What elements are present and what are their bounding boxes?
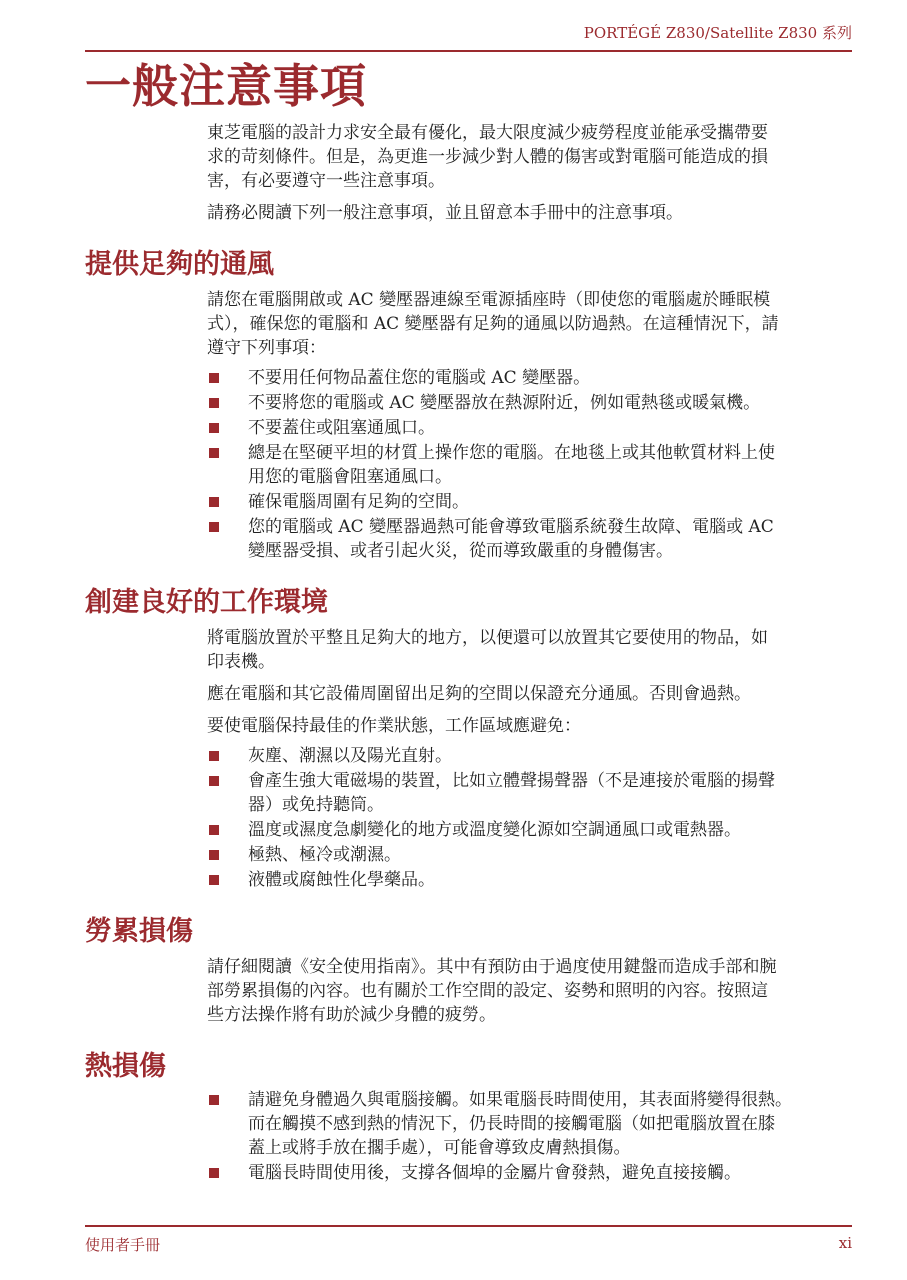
text-line: 請仔細閱讀《安全使用指南》。其中有預防由于過度使用鍵盤而造成手部和腕 <box>207 957 777 977</box>
paragraph <box>207 714 865 738</box>
section <box>85 585 865 892</box>
text-line: 式），確保您的電腦和 AC 變壓器有足夠的通風以防過熱。在這種情況下，請 <box>207 314 779 334</box>
text-line: 電腦長時間使用後，支撐各個埠的金屬片會發熱，避免直接接觸。 <box>248 1163 741 1183</box>
section <box>85 1049 865 1185</box>
section <box>85 247 865 563</box>
square-bullet-icon <box>209 850 219 860</box>
text-line: 印表機。 <box>207 652 275 672</box>
text-line: 請務必閱讀下列一般注意事項，並且留意本手冊中的注意事項。 <box>207 203 683 223</box>
running-header: PORTÉGÉ Z830/Satellite Z830 系列 <box>583 24 852 42</box>
text-line: 器）或免持聽筒。 <box>248 795 384 815</box>
text-line: 溫度或濕度急劇變化的地方或溫度變化源如空調通風口或電熱器。 <box>248 820 741 840</box>
bullet-list <box>207 366 865 563</box>
list-item <box>207 416 865 440</box>
list-item <box>207 818 865 842</box>
section <box>85 914 865 1027</box>
square-bullet-icon <box>209 825 219 835</box>
square-bullet-icon <box>209 751 219 761</box>
text-line: 確保電腦周圍有足夠的空間。 <box>248 492 469 512</box>
text-line: 要使電腦保持最佳的作業狀態，工作區域應避免： <box>207 716 581 736</box>
square-bullet-icon <box>209 1095 219 1105</box>
text-line: 用您的電腦會阻塞通風口。 <box>248 467 452 487</box>
text-line: 會產生強大電磁場的裝置，比如立體聲揚聲器（不是連接於電腦的揚聲 <box>248 771 775 791</box>
square-bullet-icon <box>209 423 219 433</box>
page-body <box>85 121 865 1186</box>
list-item <box>207 868 865 892</box>
paragraph <box>207 288 865 360</box>
page-title: 一般注意事項 <box>85 59 367 113</box>
text-line: 您的電腦或 AC 變壓器過熱可能會導致電腦系統發生故障、電腦或 AC <box>248 517 774 537</box>
text-line: 液體或腐蝕性化學藥品。 <box>248 870 435 890</box>
square-bullet-icon <box>209 875 219 885</box>
list-item <box>207 490 865 514</box>
list-item <box>207 1161 865 1185</box>
section-heading: 熱損傷 <box>85 1051 166 1082</box>
list-item <box>207 366 865 390</box>
square-bullet-icon <box>209 776 219 786</box>
text-line: 求的苛刻條件。但是，為更進一步減少對人體的傷害或對電腦可能造成的損 <box>207 147 768 167</box>
text-line: 變壓器受損、或者引起火災，從而導致嚴重的身體傷害。 <box>248 541 673 561</box>
text-line: 些方法操作將有助於減少身體的疲勞。 <box>207 1005 496 1025</box>
page-number: xi <box>838 1234 852 1252</box>
text-line: 而在觸摸不感到熱的情況下，仍長時間的接觸電腦（如把電腦放置在膝 <box>248 1114 775 1134</box>
footer-manual-name: 使用者手冊 <box>85 1236 161 1254</box>
square-bullet-icon <box>209 522 219 532</box>
list-item <box>207 769 865 817</box>
paragraph <box>207 626 865 674</box>
text-line: 東芝電腦的設計力求安全最有優化，最大限度減少疲勞程度並能承受攜帶要 <box>207 123 768 143</box>
header-divider <box>85 50 852 52</box>
list-item <box>207 1088 865 1160</box>
text-line: 不要蓋住或阻塞通風口。 <box>248 418 435 438</box>
square-bullet-icon <box>209 1168 219 1178</box>
square-bullet-icon <box>209 448 219 458</box>
bullet-list <box>207 1088 865 1185</box>
list-item <box>207 391 865 415</box>
text-line: 將電腦放置於平整且足夠大的地方，以便還可以放置其它要使用的物品，如 <box>207 628 768 648</box>
text-line: 請避免身體過久與電腦接觸。如果電腦長時間使用，其表面將變得很熱。 <box>248 1090 792 1110</box>
bullet-list <box>207 744 865 892</box>
section <box>85 121 865 225</box>
text-line: 不要用任何物品蓋住您的電腦或 AC 變壓器。 <box>248 368 591 388</box>
footer-divider <box>85 1225 852 1227</box>
text-line: 總是在堅硬平坦的材質上操作您的電腦。在地毯上或其他軟質材料上使 <box>248 443 775 463</box>
text-line: 害，有必要遵守一些注意事項。 <box>207 171 445 191</box>
text-line: 部勞累損傷的內容。也有關於工作空間的設定、姿勢和照明的內容。按照這 <box>207 981 768 1001</box>
square-bullet-icon <box>209 497 219 507</box>
paragraph <box>207 201 865 225</box>
paragraph <box>207 955 865 1027</box>
square-bullet-icon <box>209 398 219 408</box>
text-line: 蓋上或將手放在擱手處），可能會導致皮膚熱損傷。 <box>248 1138 631 1158</box>
square-bullet-icon <box>209 373 219 383</box>
list-item <box>207 744 865 768</box>
section-heading: 提供足夠的通風 <box>85 249 274 280</box>
paragraph <box>207 121 865 193</box>
section-heading: 創建良好的工作環境 <box>85 587 328 618</box>
text-line: 應在電腦和其它設備周圍留出足夠的空間以保證充分通風。否則會過熱。 <box>207 684 751 704</box>
section-heading: 勞累損傷 <box>85 916 193 947</box>
list-item <box>207 515 865 563</box>
list-item <box>207 441 865 489</box>
text-line: 遵守下列事項： <box>207 338 326 358</box>
text-line: 極熱、極冷或潮濕。 <box>248 845 401 865</box>
text-line: 不要將您的電腦或 AC 變壓器放在熱源附近，例如電熱毯或暖氣機。 <box>248 393 761 413</box>
list-item <box>207 843 865 867</box>
text-line: 請您在電腦開啟或 AC 變壓器連線至電源插座時（即使您的電腦處於睡眠模 <box>207 290 771 310</box>
paragraph <box>207 682 865 706</box>
text-line: 灰塵、潮濕以及陽光直射。 <box>248 746 452 766</box>
